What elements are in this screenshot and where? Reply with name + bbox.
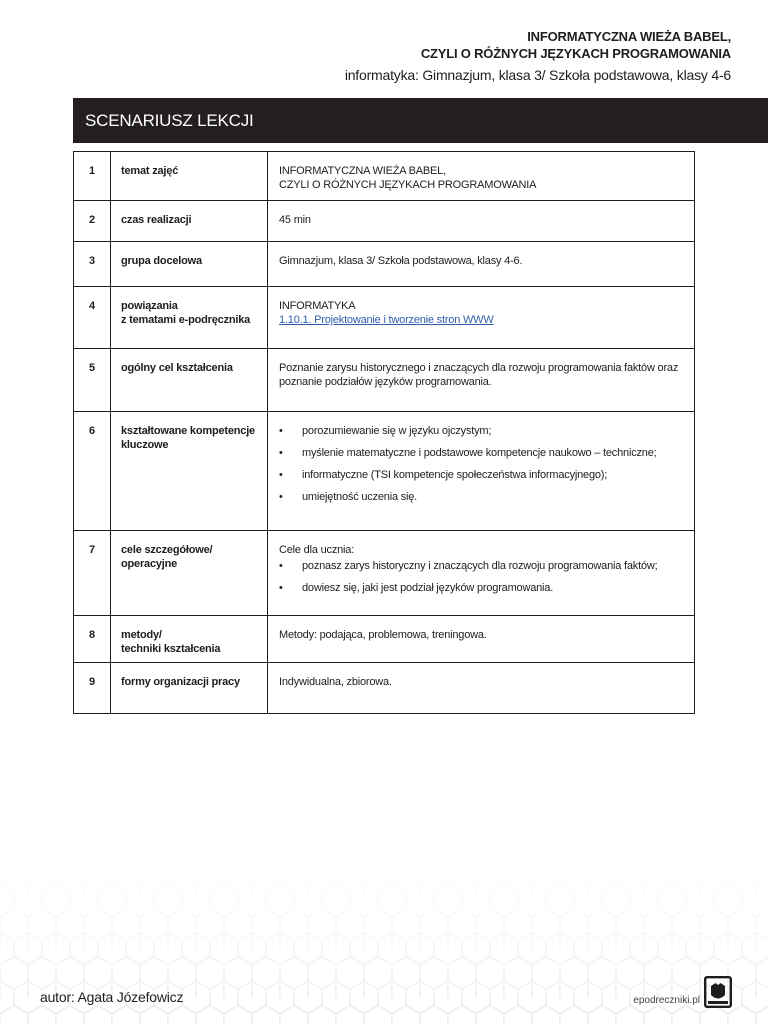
row-number: 7 (74, 531, 111, 616)
author-credit: autor: Agata Józefowicz (40, 989, 184, 1005)
row-value (268, 242, 695, 287)
row-value (268, 152, 695, 201)
row-number: 1 (74, 152, 111, 201)
list-item: • dowiesz się, jaki jest podział języków programowania. (279, 581, 684, 595)
value-text: 45 min (279, 214, 311, 226)
table-row (74, 663, 695, 714)
value-text: Indywidualna, zbiorowa. (279, 676, 392, 688)
table-row (74, 201, 695, 242)
row-label (111, 412, 268, 531)
table-row (74, 152, 695, 201)
row-number: 4 (74, 287, 111, 349)
section-banner (73, 98, 768, 143)
objectives-list (279, 559, 684, 595)
row-label (111, 201, 268, 242)
site-name: epodreczniki.pl (633, 995, 700, 1006)
list-item: • poznasz zarys historyczny i znaczących dla rozwoju programowania faktów; (279, 559, 684, 573)
row-label (111, 287, 268, 349)
document-title-line-1: INFORMATYCZNA WIEŻA BABEL, (527, 29, 731, 44)
row-value (268, 201, 695, 242)
table-row (74, 531, 695, 616)
row-label-line: czas realizacji (121, 214, 192, 226)
value-line: INFORMATYCZNA WIEŻA BABEL, (279, 165, 446, 177)
e-textbook-topic-link[interactable]: 1.10.1. Projektowanie i tworzenie stron WWW (279, 314, 494, 326)
epodreczniki-logo-icon (704, 976, 732, 1008)
list-item: • informatyczne (TSI kompetencje społeczeństwa informacyjnego); (279, 468, 684, 482)
section-banner-title: SCENARIUSZ LEKCJI (85, 111, 254, 130)
row-label-line: z tematami e-podręcznika (121, 314, 251, 326)
row-label-line: ogólny cel kształcenia (121, 362, 233, 374)
competence-list (279, 424, 684, 504)
row-label (111, 616, 268, 663)
document-subtitle: informatyka: Gimnazjum, klasa 3/ Szkoła podstawowa, klasy 4-6 (344, 67, 731, 83)
row-value (268, 663, 695, 714)
row-label-line: grupa docelowa (121, 255, 202, 267)
row-label (111, 663, 268, 714)
table-row (74, 242, 695, 287)
row-label (111, 152, 268, 201)
value-line: CZYLI O RÓŻNYCH JĘZYKACH PROGRAMOWANIA (279, 179, 537, 191)
value-text: Poznanie zarysu historycznego i znaczących dla rozwoju programowania faktów oraz poznanie podziałów języków programowania. (279, 362, 679, 388)
table-row (74, 287, 695, 349)
list-item: • umiejętność uczenia się. (279, 490, 684, 504)
table-row (74, 349, 695, 412)
row-label-line: temat zajęć (121, 165, 179, 177)
row-number: 2 (74, 201, 111, 242)
row-label-line: techniki kształcenia (121, 643, 221, 655)
row-value (268, 412, 695, 531)
row-number: 6 (74, 412, 111, 531)
row-label-line: operacyjne (121, 558, 178, 570)
table-row (74, 616, 695, 663)
value-intro: Cele dla ucznia: (279, 544, 355, 556)
row-value (268, 287, 695, 349)
row-number: 8 (74, 616, 111, 663)
row-number: 3 (74, 242, 111, 287)
lesson-scenario-table (73, 151, 695, 714)
row-value (268, 531, 695, 616)
document-title-line-2: CZYLI O RÓŻNYCH JĘZYKACH PROGRAMOWANIA (420, 46, 731, 61)
table-row (74, 412, 695, 531)
row-number: 9 (74, 663, 111, 714)
value-text: Gimnazjum, klasa 3/ Szkoła podstawowa, klasy 4-6. (279, 255, 523, 267)
list-item: • myślenie matematyczne i podstawowe kompetencje naukowo – techniczne; (279, 446, 684, 460)
row-label (111, 242, 268, 287)
row-label-line: kształtowane kompetencje (121, 425, 255, 437)
list-item: • porozumiewanie się w języku ojczystym; (279, 424, 684, 438)
row-label-line: cele szczegółowe/ (121, 544, 213, 556)
value-text: Metody: podająca, problemowa, treningowa. (279, 629, 487, 641)
row-label-line: metody/ (121, 629, 162, 641)
row-label (111, 349, 268, 412)
row-label-line: kluczowe (121, 439, 169, 451)
row-label-line: powiązania (121, 300, 178, 312)
row-label-line: formy organizacji pracy (121, 676, 240, 688)
row-label (111, 531, 268, 616)
row-number: 5 (74, 349, 111, 412)
value-line: INFORMATYKA (279, 300, 356, 312)
row-value (268, 616, 695, 663)
row-value (268, 349, 695, 412)
